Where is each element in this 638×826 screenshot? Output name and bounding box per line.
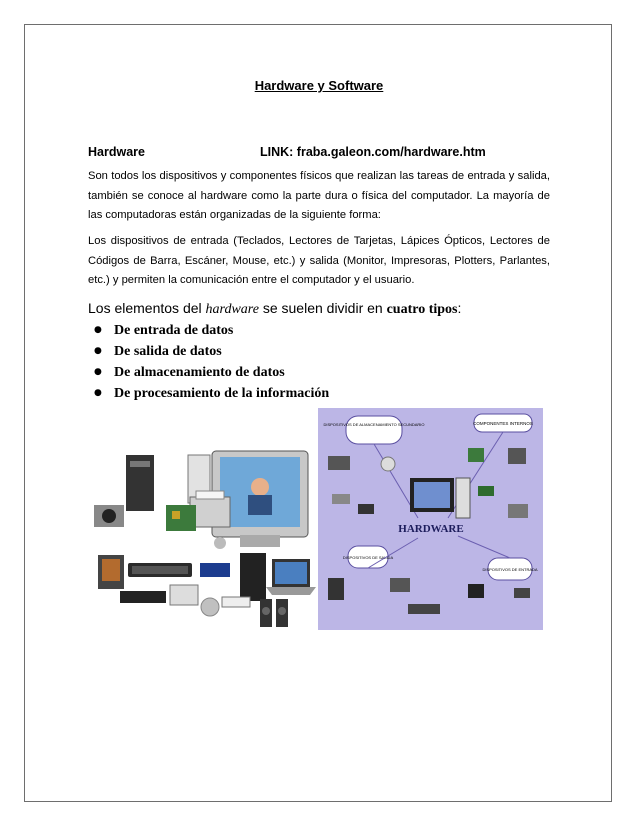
paragraph-devices: Los dispositivos de entrada (Teclados, Lectores de Tarjetas, Lápices Ópticos, Lectores de Códigos de Barra, Escáner, Mouse, etc.) y salida (Monitor, Impresoras, Plotters, Parlantes, etc.) y permiten la comunicación entre el computador y el usuario. bbox=[88, 235, 550, 286]
bullet-icon: ● bbox=[94, 388, 102, 398]
hardware-collage-image bbox=[90, 435, 316, 631]
output-node-label: DISPOSITIVOS DE SALIDA bbox=[342, 555, 394, 560]
intro-italic: hardware bbox=[205, 302, 259, 317]
internal-components-label: COMPONENTES INTERNOS bbox=[473, 421, 533, 426]
storage-node-label: DISPOSITIVOS DE ALMACENAMIENTO SECUNDARIO bbox=[323, 422, 425, 427]
input-node-label: DISPOSITIVOS DE ENTRADA bbox=[482, 567, 538, 572]
section-label: Hardware bbox=[88, 145, 145, 159]
hardware-types-list bbox=[94, 320, 329, 404]
list-item bbox=[94, 320, 329, 341]
list-item-text: De entrada de datos bbox=[114, 323, 234, 338]
list-item bbox=[94, 383, 329, 404]
intro-end: : bbox=[457, 300, 462, 316]
diagram-title: HARDWARE bbox=[398, 523, 464, 535]
intro-text-1: Los elementos del bbox=[88, 300, 206, 316]
intro-text-2: se suelen dividir en bbox=[258, 300, 387, 316]
document-title: Hardware y Software bbox=[254, 78, 384, 93]
list-item bbox=[94, 362, 329, 383]
internal-components-node bbox=[473, 414, 533, 432]
list-item bbox=[94, 341, 329, 362]
paragraph-definition: Son todos los dispositivos y componentes físicos que realizan las tareas de entrada y salida, también se conoce al hardware como la parte dura o física del computador. La mayoría de las computadoras están organizadas de la siguiente forma: bbox=[88, 170, 550, 221]
bullet-icon: ● bbox=[94, 367, 102, 377]
motherboard-icon bbox=[166, 505, 196, 531]
list-intro bbox=[88, 300, 461, 318]
list-item-text: De almacenamiento de datos bbox=[114, 365, 285, 380]
input-node bbox=[482, 558, 537, 580]
keyboard-icon bbox=[128, 563, 192, 577]
bullet-icon: ● bbox=[94, 325, 102, 335]
bullet-icon: ● bbox=[94, 346, 102, 356]
list-item-text: De procesamiento de la información bbox=[114, 386, 330, 401]
list-item-text: De salida de datos bbox=[114, 344, 222, 359]
intro-bold: cuatro tipos bbox=[386, 302, 458, 317]
laptop-icon bbox=[266, 559, 316, 595]
central-computer-icon bbox=[410, 478, 470, 518]
reference-link[interactable]: LINK: fraba.galeon.com/hardware.htm bbox=[260, 145, 486, 159]
hardware-diagram-image bbox=[318, 408, 543, 630]
